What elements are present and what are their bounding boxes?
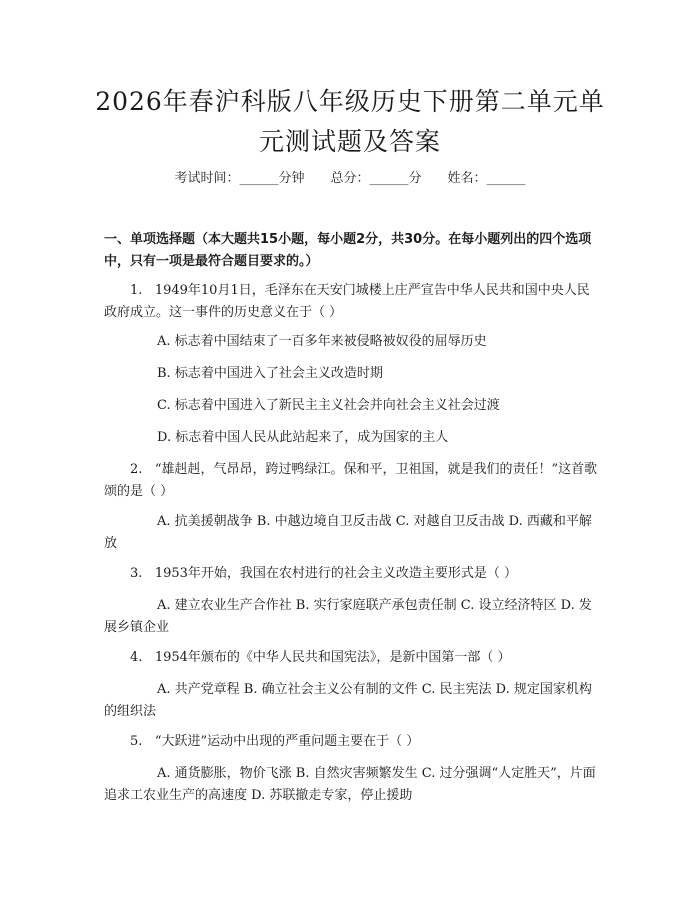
question-number: 3. — [130, 566, 155, 581]
question-3 — [104, 563, 602, 585]
question-1-option-d: D. 标志着中国人民从此站起来了，成为国家的主人 — [157, 430, 449, 445]
question-4-options: A. 共产党章程 B. 确立社会主义公有制的文件 C. 民主宪法 D. 规定国家机构的组织法 — [104, 682, 592, 719]
question-1-option-c: C. 标志着中国进入了新民主主义社会并向社会主义社会过渡 — [157, 398, 500, 413]
question-1-option-b: B. 标志着中国进入了社会主义改造时期 — [157, 366, 383, 381]
question-stem: 1. 1949年10月1日，毛泽东在天安门城楼上庄严宣告中华人民共和国中央人民政府成立。这一事件的历史意义在于（ ） — [104, 283, 590, 320]
question-2-options: A. 抗美援朝战争 B. 中越边境自卫反击战 C. 对越自卫反击战 D. 西藏和平解放 — [104, 514, 592, 551]
question-2 — [104, 459, 602, 503]
question-number: 1. — [130, 283, 155, 298]
question-3-options: A. 建立农业生产合作社 B. 实行家庭联产承包责任制 C. 设立经济特区 D. 发展乡镇企业 — [104, 598, 592, 635]
question-number: 5. — [130, 734, 155, 749]
question-number: 2. — [130, 462, 155, 477]
student-name-field: 姓名：______ — [447, 171, 526, 186]
question-stem: 2. “雄赳赳，气昂昂，跨过鸭绿江。保和平，卫祖国，就是我们的责任！”这首歌颂的是（ ） — [104, 462, 598, 499]
question-stem: 3. 1953年开始，我国在农村进行的社会主义改造主要形式是（ ） — [130, 566, 518, 581]
question-stem: 5. “大跃进”运动中出现的严重问题主要在于（ ） — [130, 734, 420, 749]
total-score-field: 总分：______分 — [330, 171, 422, 186]
question-1 — [104, 280, 602, 324]
question-5-options: A. 通货膨胀，物价飞涨 B. 自然灾害频繁发生 C. 过分强调“人定胜天”，片面追求工农业生产的高速度 D. 苏联撤走专家，停止援助 — [104, 766, 596, 803]
page-title: 2026年春沪科版八年级历史下册第二单元单元测试题及答案 — [95, 87, 605, 156]
question-4 — [104, 647, 602, 669]
question-number: 4. — [130, 650, 155, 665]
exam-time-field: 考试时间：______分钟 — [174, 171, 305, 186]
section-heading: 一、单项选择题（本大题共15小题，每小题2分，共30分。在每小题列出的四个选项中，只有一项是最符合题目要求的。） — [104, 232, 592, 269]
question-stem: 4. 1954年颁布的《中华人民共和国宪法》，是新中国第一部（ ） — [130, 650, 511, 665]
exam-info-line — [0, 170, 700, 188]
question-1-option-a: A. 标志着中国结束了一百多年来被侵略被奴役的屈辱历史 — [157, 334, 487, 349]
question-5 — [104, 731, 602, 753]
